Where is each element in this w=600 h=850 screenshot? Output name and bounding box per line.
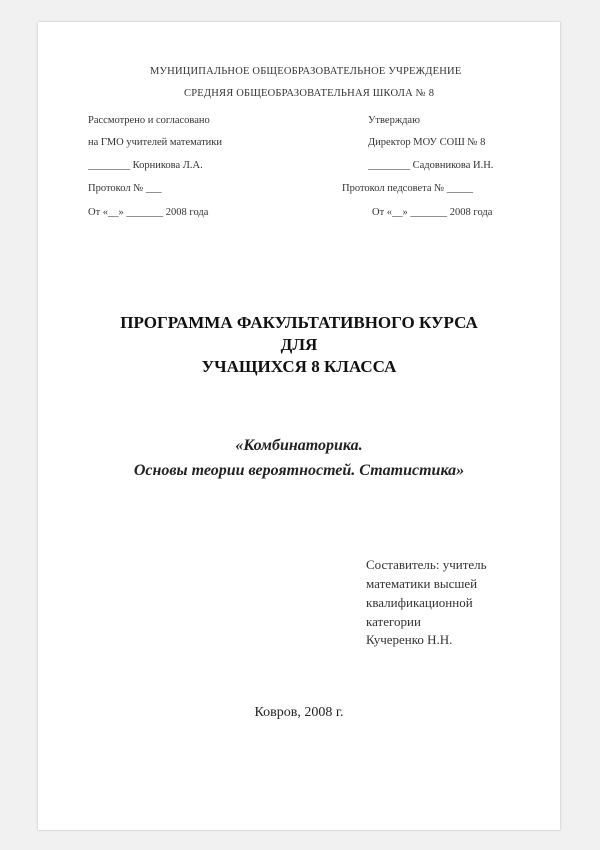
city-year: Ковров, 2008 г. — [254, 705, 344, 720]
author-line-2: математики высшей — [366, 576, 478, 591]
course-subtitle-line-1: «Комбинаторика. — [235, 437, 363, 454]
approval-left-line-5: От «__» _______ 2008 года — [88, 207, 209, 218]
approval-right-line-5: От «__» _______ 2008 года — [372, 207, 493, 218]
course-subtitle-line-2: Основы теории вероятностей. Статистика» — [133, 462, 465, 479]
document-page — [38, 22, 560, 830]
header-line-1: МУНИЦИПАЛЬНОЕ ОБЩЕОБРАЗОВАТЕЛЬНОЕ УЧРЕЖДЕНИЕ — [150, 66, 462, 77]
approval-left-line-2: на ГМО учителей математики — [88, 137, 223, 148]
course-title-line-2: ДЛЯ — [280, 335, 318, 354]
author-line-1: Составитель: учитель — [366, 557, 487, 572]
approval-right-line-3: ________ Садовникова И.Н. — [368, 160, 494, 171]
approval-right-line-1: Утверждаю — [368, 115, 420, 126]
author-line-5: Кучеренко Н.Н. — [366, 632, 453, 647]
course-title-line-3: УЧАЩИХСЯ 8 КЛАССА — [201, 357, 397, 376]
author-line-3: квалификационной — [366, 595, 473, 610]
course-title-line-1: ПРОГРАММА ФАКУЛЬТАТИВНОГО КУРСА — [120, 313, 478, 332]
approval-left-line-4: Протокол № ___ — [88, 183, 162, 194]
approval-right-line-2: Директор МОУ СОШ № 8 — [368, 137, 486, 148]
header-line-2: СРЕДНЯЯ ОБЩЕОБРАЗОВАТЕЛЬНАЯ ШКОЛА № 8 — [184, 88, 435, 99]
approval-right-line-4: Протокол педсовета № _____ — [342, 183, 474, 194]
author-line-4: категории — [366, 614, 421, 629]
approval-left-line-3: ________ Корникова Л.А. — [88, 160, 203, 171]
approval-left-line-1: Рассмотрено и согласовано — [88, 115, 210, 126]
